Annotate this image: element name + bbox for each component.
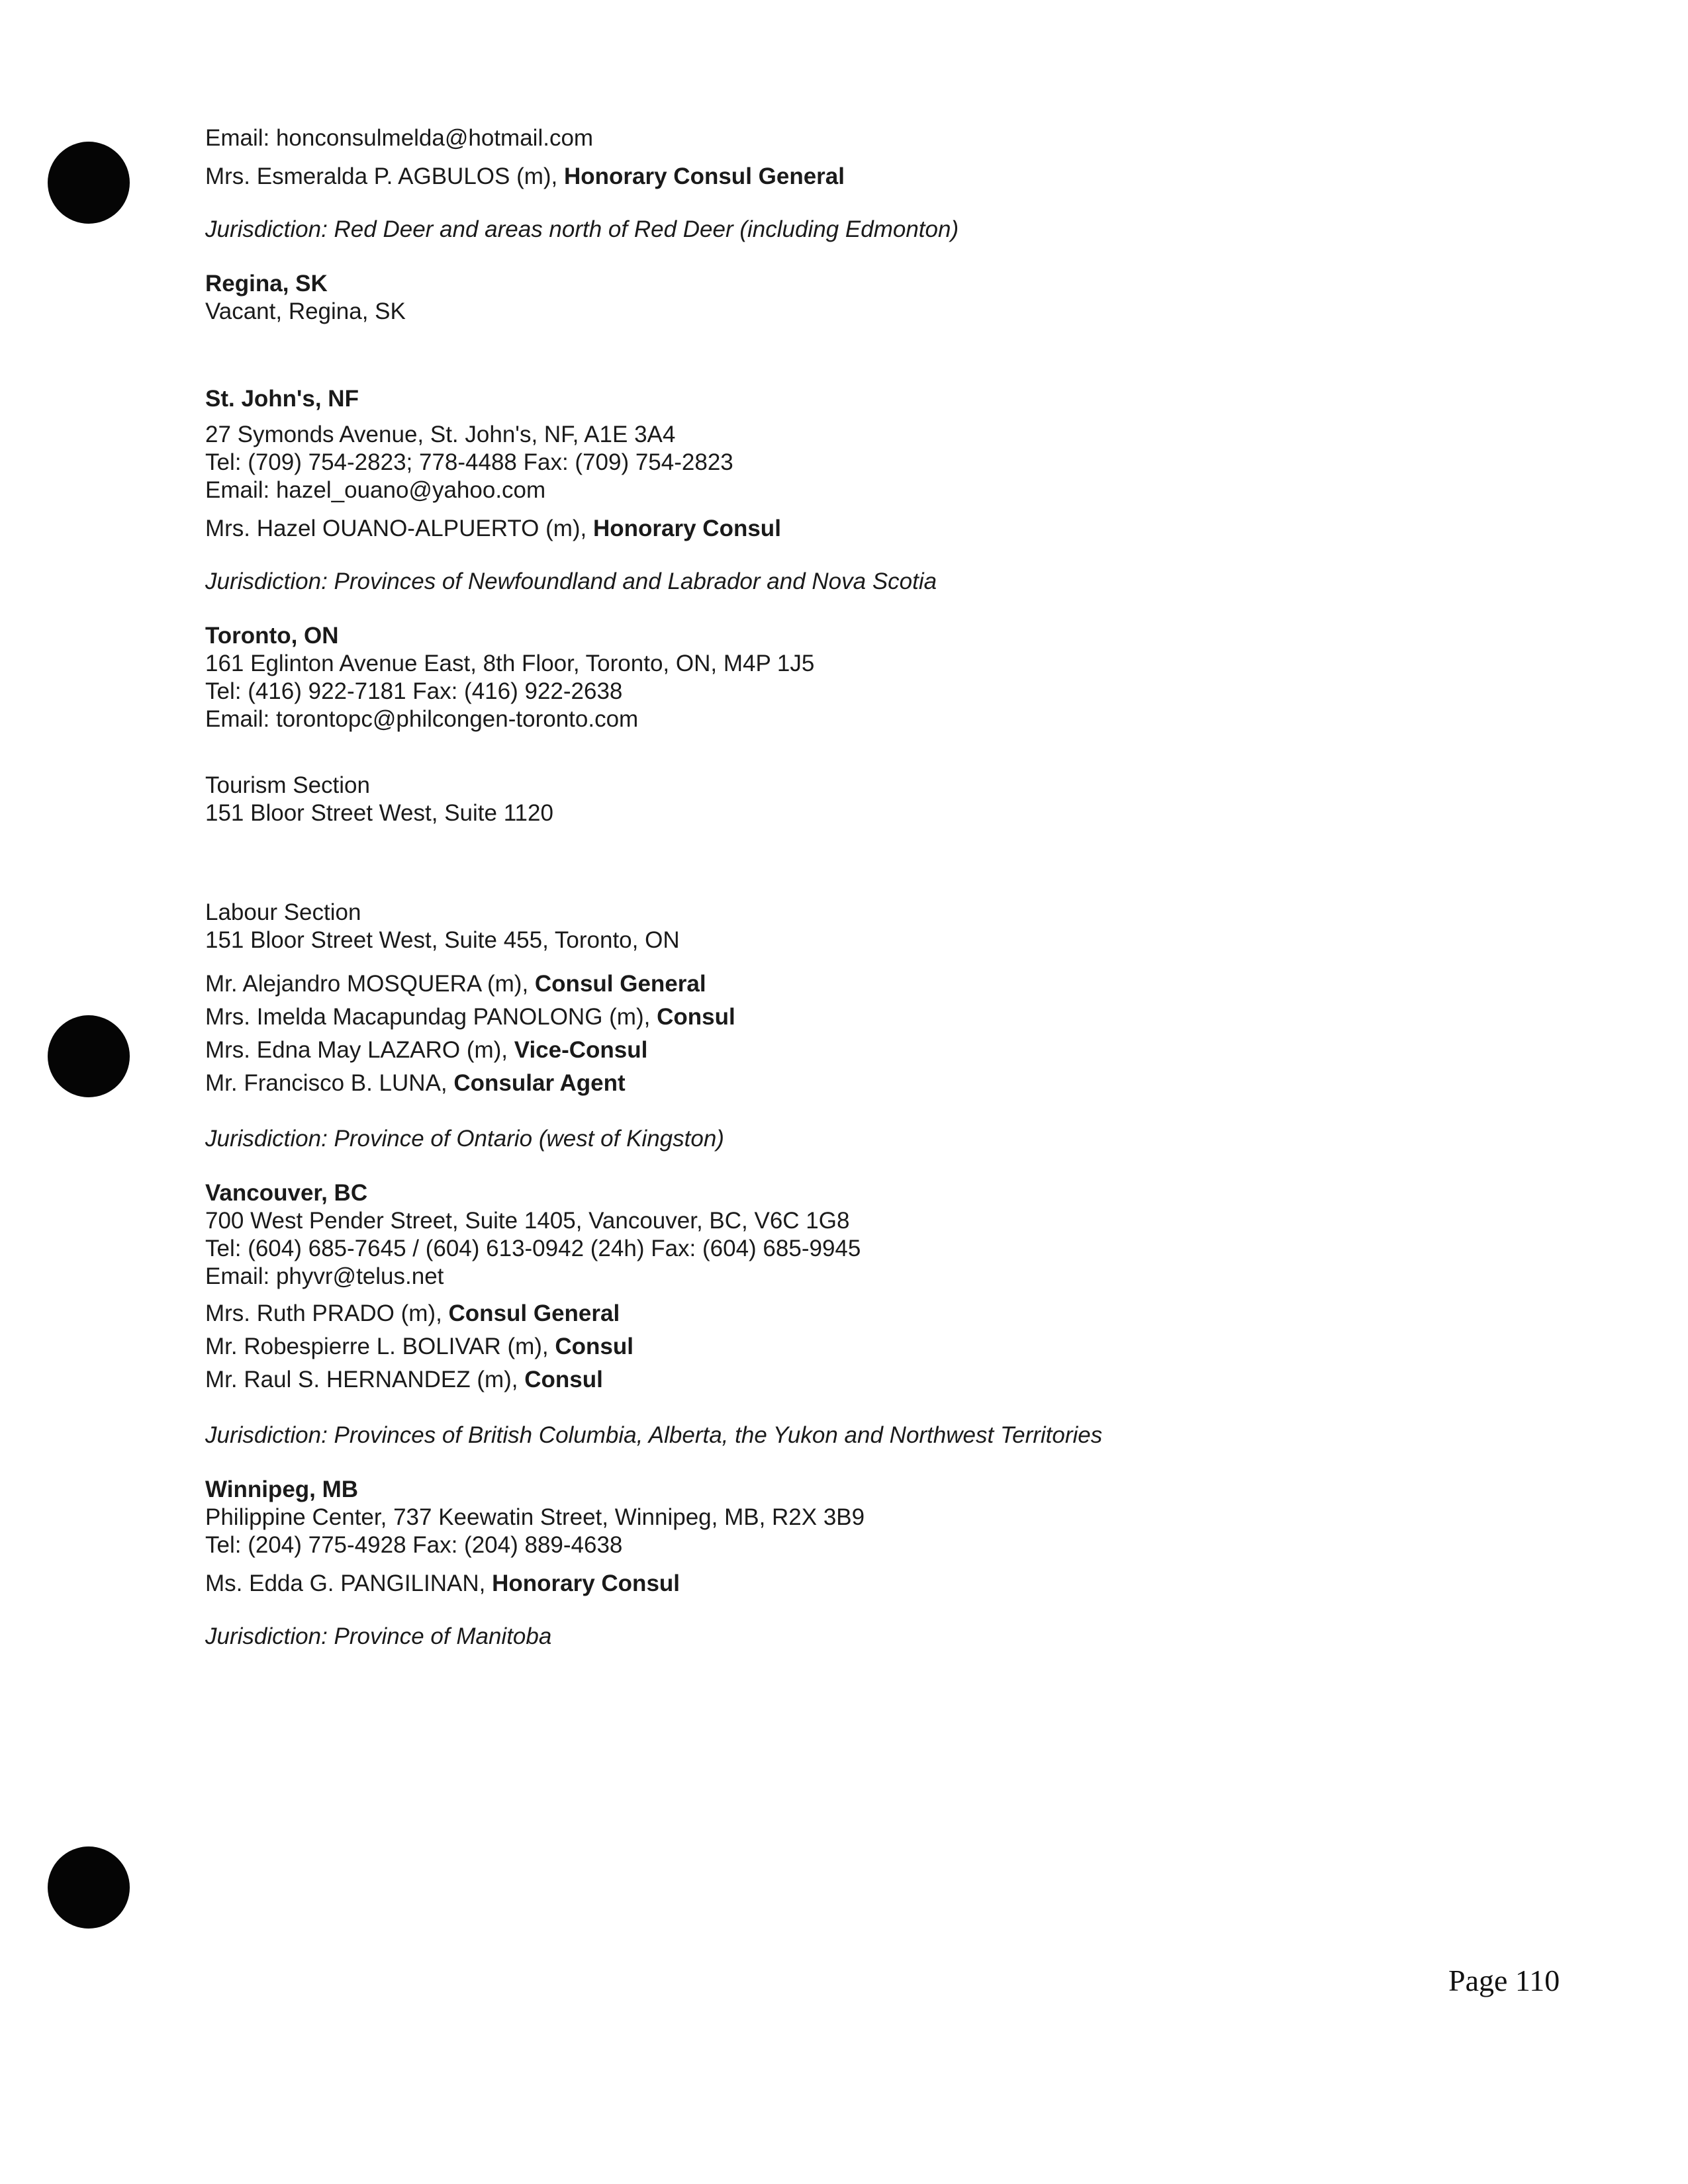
official-line (205, 1330, 1516, 1363)
official-title: Consul General (534, 971, 706, 997)
email-line: Email: phyvr@telus.net (205, 1263, 444, 1289)
binder-hole-bottom (48, 1846, 130, 1929)
phone-line: Tel: (416) 922-7181 Fax: (416) 922-2638 (205, 678, 623, 704)
official-name: Mrs. Edna May LAZARO (m), (205, 1037, 514, 1063)
official-line (205, 1001, 1516, 1034)
city-heading: Toronto, ON (205, 623, 339, 649)
official-line (205, 515, 1516, 543)
email-line: Email: honconsulmelda@hotmail.com (205, 125, 594, 151)
official-title: Consular Agent (453, 1070, 626, 1096)
section-toronto (205, 622, 1516, 1153)
official-title: Honorary Consul (593, 516, 781, 541)
binder-hole-middle (48, 1015, 130, 1097)
section-regina (205, 270, 1516, 326)
city-heading: Winnipeg, MB (205, 1477, 359, 1502)
labour-section-address: 151 Bloor Street West, Suite 455, Toronto, ON (205, 927, 680, 953)
official-line (205, 1297, 1516, 1330)
phone-line: Tel: (604) 685-7645 / (604) 613-0942 (24h) Fax: (604) 685-9945 (205, 1236, 861, 1261)
address-line: 700 West Pender Street, Suite 1405, Vancouver, BC, V6C 1G8 (205, 1208, 850, 1234)
tourism-section-label: Tourism Section (205, 772, 370, 798)
official-title: Consul (524, 1367, 603, 1392)
official-title: Consul (657, 1004, 735, 1030)
official-title: Consul General (448, 1300, 620, 1326)
official-name: Mr. Alejandro MOSQUERA (m), (205, 971, 535, 997)
jurisdiction-line: Jurisdiction: Province of Ontario (west of Kingston) (205, 1126, 724, 1152)
city-heading: Vancouver, BC (205, 1180, 368, 1206)
phone-line: Tel: (709) 754-2823; 778-4488 Fax: (709) 754-2823 (205, 449, 733, 475)
official-line (205, 1363, 1516, 1396)
jurisdiction-line: Jurisdiction: Red Deer and areas north of Red Deer (including Edmonton) (205, 216, 959, 242)
official-title: Vice-Consul (514, 1037, 648, 1063)
official-title: Consul (555, 1334, 633, 1359)
phone-line: Tel: (204) 775-4928 Fax: (204) 889-4638 (205, 1532, 623, 1558)
official-title: Honorary Consul General (564, 163, 845, 189)
official-line (205, 163, 1516, 191)
official-name: Mr. Raul S. HERNANDEZ (m), (205, 1367, 525, 1392)
status-line: Vacant, Regina, SK (205, 298, 406, 324)
section-vancouver (205, 1179, 1516, 1449)
section-st-johns (205, 385, 1516, 596)
jurisdiction-line: Jurisdiction: Province of Manitoba (205, 1623, 552, 1649)
tourism-section-address: 151 Bloor Street West, Suite 1120 (205, 800, 553, 826)
official-line (205, 1570, 1516, 1598)
address-line: Philippine Center, 737 Keewatin Street, Winnipeg, MB, R2X 3B9 (205, 1504, 865, 1530)
jurisdiction-line: Jurisdiction: Provinces of British Columbia, Alberta, the Yukon and Northwest Territories (205, 1422, 1103, 1448)
page-number: Page 110 (1448, 1964, 1560, 1997)
email-line: Email: torontopc@philcongen-toronto.com (205, 706, 639, 732)
official-line (205, 1067, 1516, 1100)
official-name: Ms. Edda G. PANGILINAN, (205, 1570, 492, 1596)
jurisdiction-line: Jurisdiction: Provinces of Newfoundland and Labrador and Nova Scotia (205, 569, 937, 594)
section-edmonton-continued (205, 124, 1516, 244)
official-name: Mrs. Esmeralda P. AGBULOS (m), (205, 163, 564, 189)
official-name: Mrs. Hazel OUANO-ALPUERTO (m), (205, 516, 593, 541)
section-winnipeg (205, 1476, 1516, 1651)
official-line (205, 1034, 1516, 1067)
official-title: Honorary Consul (492, 1570, 680, 1596)
address-line: 27 Symonds Avenue, St. John's, NF, A1E 3A4 (205, 422, 676, 447)
official-line (205, 968, 1516, 1001)
official-name: Mr. Robespierre L. BOLIVAR (m), (205, 1334, 555, 1359)
document-body (205, 124, 1516, 1651)
official-name: Mrs. Ruth PRADO (m), (205, 1300, 449, 1326)
city-heading: Regina, SK (205, 271, 328, 296)
officials-list (205, 968, 1516, 1100)
officials-list (205, 1297, 1516, 1396)
address-line: 161 Eglinton Avenue East, 8th Floor, Toronto, ON, M4P 1J5 (205, 651, 815, 676)
official-name: Mrs. Imelda Macapundag PANOLONG (m), (205, 1004, 657, 1030)
email-line: Email: hazel_ouano@yahoo.com (205, 477, 546, 503)
city-heading: St. John's, NF (205, 386, 359, 412)
official-name: Mr. Francisco B. LUNA, (205, 1070, 454, 1096)
binder-hole-top (48, 142, 130, 224)
labour-section-label: Labour Section (205, 899, 361, 925)
